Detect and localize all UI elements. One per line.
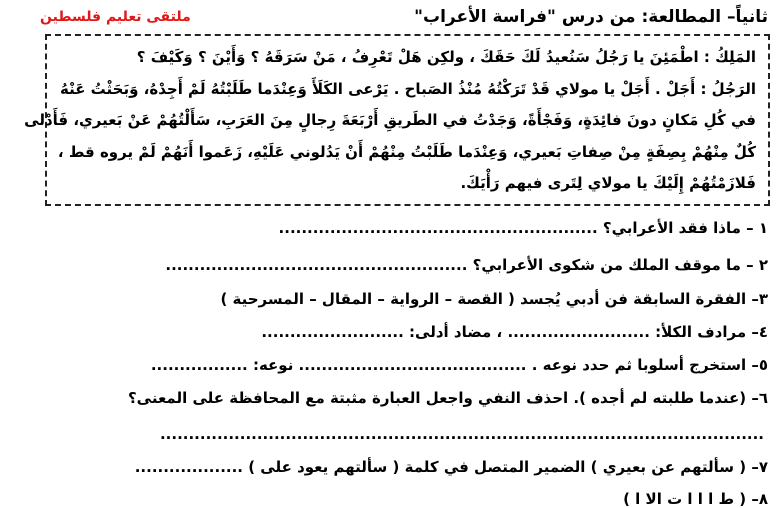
question-4: ٤– مرادف الكلأ: ......................... ، مضاد أدلى: .........................	[261, 323, 768, 341]
section-title: ثانياً– المطالعة: من درس "فراسة الأعراب"	[414, 7, 768, 27]
passage-line: كُلٌ مِنْهُمْ بِصِفَةٍ مِنْ صِفاتِ بَعيري، وَعِنْدَما طَلَبْتُ مِنْهُمْ أَنْ يَدُلوني عَلَيْهِ، زَعَموا أَنَهُمْ لَمْ يروه قط ،	[57, 142, 756, 161]
answer-line: ..........................................................................................................	[159, 425, 764, 443]
passage-line: المَلِكُ : اطْمَئِنَ يا رَجُلُ سَنُعيدُ لَكَ حَقَكَ ، ولكِن هَلْ تَعْرِفُ ، مَنْ سَرَقَهُ ؟ وَأَيْنَ ؟ وَكَيْفَ ؟	[136, 48, 756, 66]
question-1: ١ – ماذا فقد الأعرابي؟ ........................................................	[278, 219, 768, 237]
question-3: ٣– الفقرة السابقة فن أدبي يُجسد ( القصة – الرواية – المقال – المسرحية )	[220, 290, 768, 308]
passage-line: الرَجُلُ : أَجَلْ . أَجَلْ يا مولاي قَدْ تَرَكْتُهُ مُنْذُ الصَباح . يَرْعى الكَلَأَ وَعِنْدَما طَلَبْتُهُ لَمْ أَجِدْهُ، وَبَحَثْتُ عَنْهُ	[59, 79, 756, 98]
question-7: ٧– ( سألتهم عن بعيري ) الضمير المتصل في كلمة ( سألتهم يعود على ) ...................	[134, 458, 768, 476]
site-name: ملتقى تعليم فلسطين	[40, 9, 191, 25]
question-8: ٨– ( ط ا ا ا ت الا ا )	[623, 490, 768, 508]
passage-line: فَلازَمْتُهُمْ إِلَيْكَ يا مولاي لِتَرى فيهم رَأْيَكَ.	[460, 174, 756, 192]
question-5: ٥– استخرج أسلوبا ثم حدد نوعه . ........................................ نوعه: .................	[150, 356, 768, 374]
header-row	[40, 2, 768, 32]
passage-box	[24, 34, 770, 206]
question-6: ٦– (عندما طلبته لم أجده ). احذف النفي واجعل العبارة مثبتة مع المحافظة على المعنى؟	[127, 389, 768, 407]
question-2: ٢ – ما موقف الملك من شكوى الأعرابي؟ .....................................................	[165, 256, 768, 274]
passage-line: في كُلِ مَكانٍ دونَ فائِدَةٍ، وَفَجْأَةً، وَجَدْتُ في الطَريقِ أَرْبَعَةَ رِجالٍ مِنَ العَرَبِ، سَأَلْتُهُمْ عَنْ بَعيري، فَأَدْلى	[24, 111, 756, 129]
